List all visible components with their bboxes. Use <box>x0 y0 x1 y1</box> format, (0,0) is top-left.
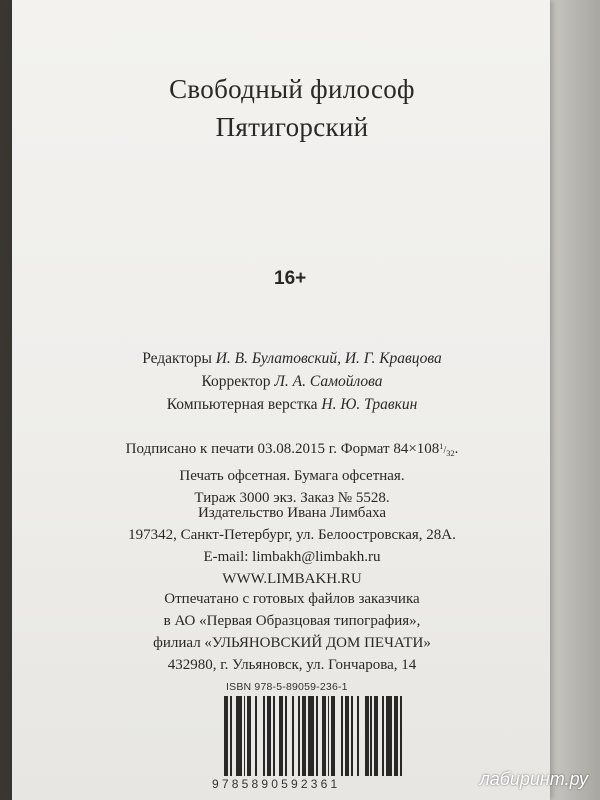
isbn-barcode <box>224 696 406 776</box>
publisher-info <box>12 502 572 590</box>
format-fraction: $^1/_{32}$ <box>439 442 455 458</box>
credit-proofreader: Корректор Л. А. Самойлова <box>201 373 383 390</box>
book-title <box>12 70 572 146</box>
print-info <box>12 436 572 509</box>
publisher-email: E-mail: limbakh@limbakh.ru <box>203 549 381 565</box>
barcode-bar <box>402 696 406 776</box>
credit-layout: Компьютерная верстка Н. Ю. Травкин <box>166 396 418 413</box>
printer-line-3: филиал «УЛЬЯНОВСКИЙ ДОМ ПЕЧАТИ» <box>153 635 431 651</box>
paper-line: Печать офсетная. Бумага офсетная. <box>179 468 405 484</box>
publisher-address: 197342, Санкт-Петербург, ул. Белоостровская, 28А. <box>128 527 456 543</box>
credits-block <box>12 347 572 416</box>
publisher-web: WWW.LIMBAKH.RU <box>222 571 362 587</box>
isbn-label: ISBN 978-5-89059-236-1 <box>226 681 348 693</box>
publisher-name: Издательство Ивана Лимбаха <box>197 505 387 521</box>
printer-line-2: в АО «Первая Образцовая типография», <box>163 613 421 629</box>
printer-info <box>12 588 572 676</box>
title-line-1: Свободный философ <box>169 74 415 104</box>
barcode-digits: 9785890592361 <box>212 777 341 791</box>
signed-line: Подписано к печати 03.08.2015 г. Формат $84\times 108^1/_{32}$. <box>125 441 459 458</box>
run-line: Тираж 3000 экз. Заказ № 5528. <box>194 490 390 506</box>
title-line-2: Пятигорский <box>215 112 369 142</box>
age-rating: 16+ <box>274 268 307 289</box>
book-page <box>12 0 550 800</box>
credit-editors: Редакторы И. В. Булатовский, И. Г. Кравцова <box>142 350 442 367</box>
printer-line-4: 432980, г. Ульяновск, ул. Гончарова, 14 <box>167 657 417 673</box>
printer-line-1: Отпечатано с готовых файлов заказчика <box>164 591 420 607</box>
watermark-logo: лабиринт.ру <box>479 769 588 789</box>
